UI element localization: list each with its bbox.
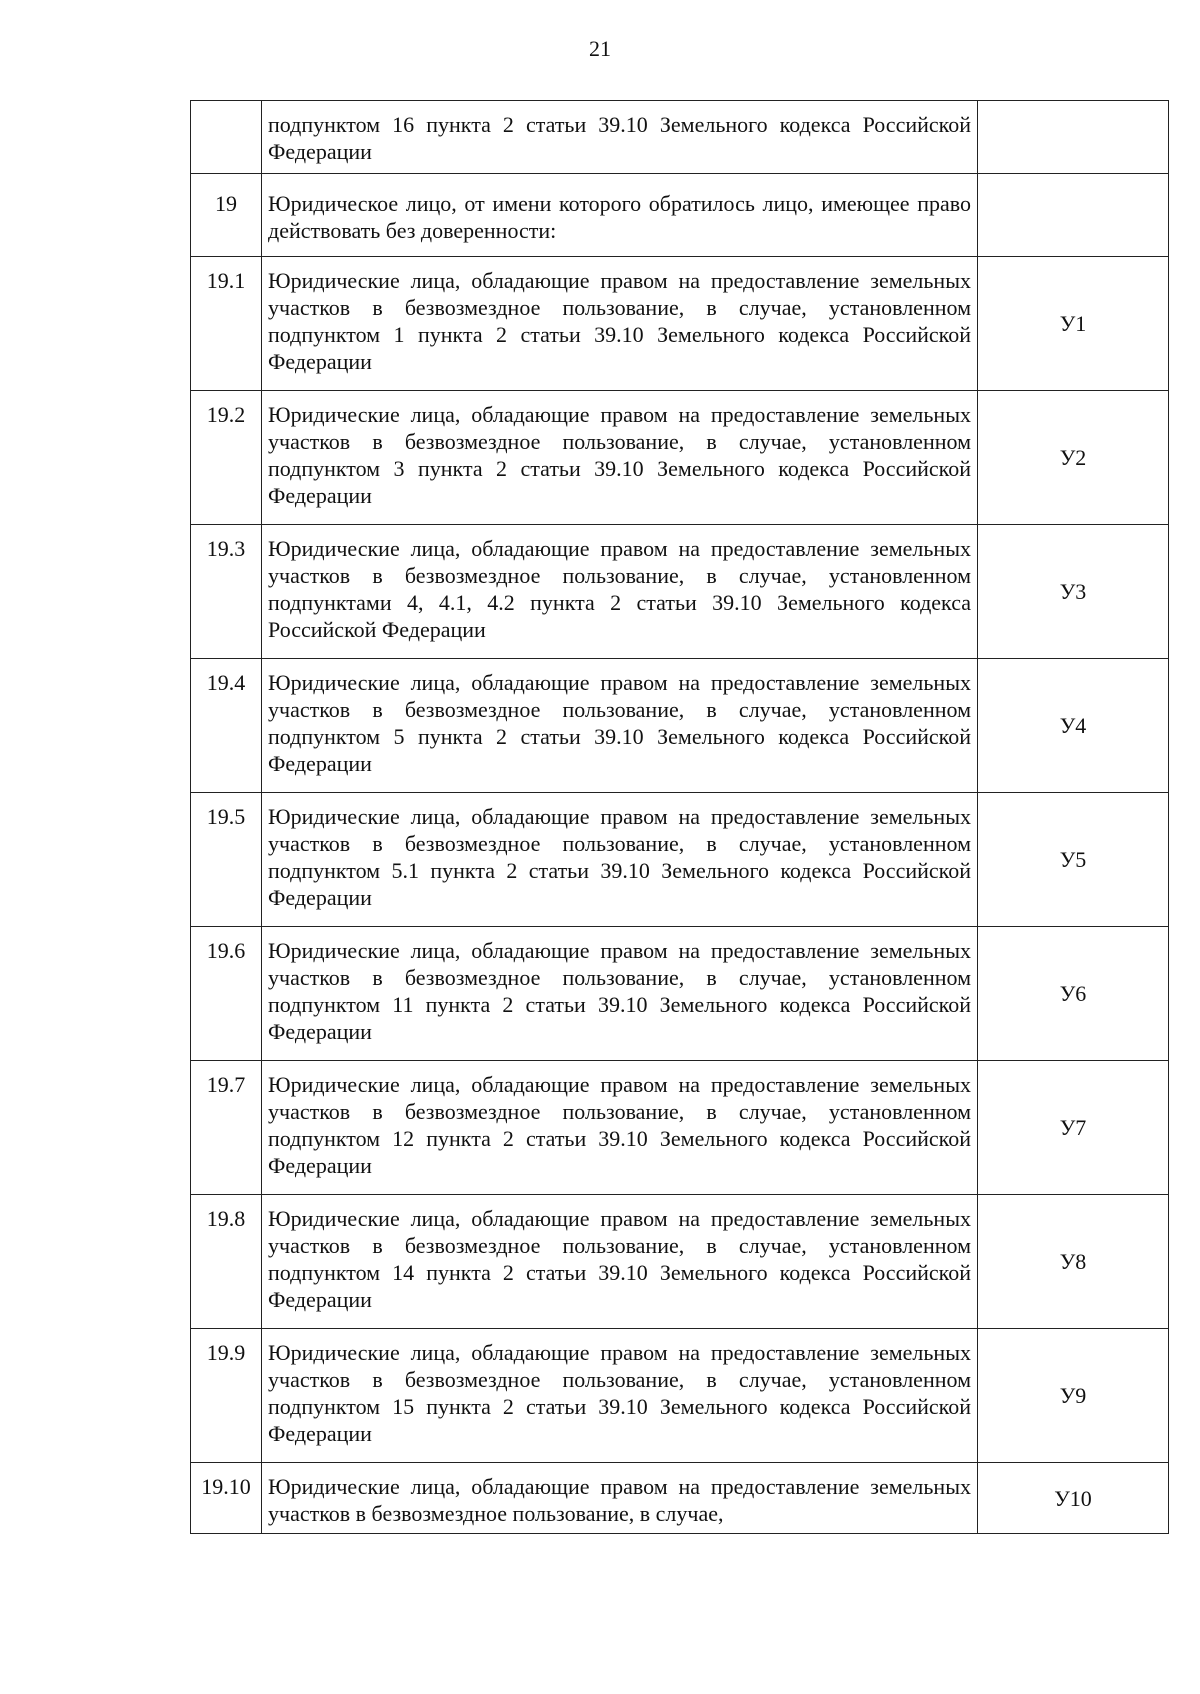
row-code <box>978 101 1169 174</box>
page-number: 21 <box>589 36 611 61</box>
row-number: 19 <box>191 174 262 257</box>
row-number: 19.9 <box>191 1329 262 1463</box>
row-number: 19.8 <box>191 1195 262 1329</box>
row-code: У7 <box>978 1061 1169 1195</box>
row-description: Юридические лица, обладающие правом на предоставление земельных участков в безвозмездное пользование, в случае, установленном подпунктом 12 пункта 2 статьи 39.10 Земельного кодекса Российской Федерации <box>262 1061 978 1195</box>
row-number: 19.6 <box>191 927 262 1061</box>
row-code: У9 <box>978 1329 1169 1463</box>
row-number: 19.1 <box>191 257 262 391</box>
row-number: 19.5 <box>191 793 262 927</box>
table-row <box>191 1195 1169 1329</box>
row-number: 19.2 <box>191 391 262 525</box>
row-code: У4 <box>978 659 1169 793</box>
row-description: Юридические лица, обладающие правом на предоставление земельных участков в безвозмездное пользование, в случае, установленном подпунктом 5.1 пункта 2 статьи 39.10 Земельного кодекса Российской Федерации <box>262 793 978 927</box>
row-code: У1 <box>978 257 1169 391</box>
table-row <box>191 659 1169 793</box>
row-description: Юридические лица, обладающие правом на предоставление земельных участков в безвозмездное пользование, в случае, установленном подпунктом 1 пункта 2 статьи 39.10 Земельного кодекса Российской Федерации <box>262 257 978 391</box>
row-description: Юридические лица, обладающие правом на предоставление земельных участков в безвозмездное пользование, в случае, установленном подпунктами 4, 4.1, 4.2 пункта 2 статьи 39.10 Земельного кодекса Российской Федерации <box>262 525 978 659</box>
row-code: У10 <box>978 1463 1169 1534</box>
table-row <box>191 1463 1169 1534</box>
row-description: Юридические лица, обладающие правом на предоставление земельных участков в безвозмездное пользование, в случае, установленном подпунктом 14 пункта 2 статьи 39.10 Земельного кодекса Российской Федерации <box>262 1195 978 1329</box>
row-number: 19.3 <box>191 525 262 659</box>
row-description: Юридические лица, обладающие правом на предоставление земельных участков в безвозмездное пользование, в случае, установленном подпунктом 11 пункта 2 статьи 39.10 Земельного кодекса Российской Федерации <box>262 927 978 1061</box>
table-row <box>191 101 1169 174</box>
row-number: 19.7 <box>191 1061 262 1195</box>
row-description: подпунктом 16 пункта 2 статьи 39.10 Земельного кодекса Российской Федерации <box>262 101 978 174</box>
table-row <box>191 927 1169 1061</box>
document-table <box>190 100 1169 1534</box>
row-description: Юридические лица, обладающие правом на предоставление земельных участков в безвозмездное пользование, в случае, <box>262 1463 978 1534</box>
row-code: У5 <box>978 793 1169 927</box>
row-description: Юридические лица, обладающие правом на предоставление земельных участков в безвозмездное пользование, в случае, установленном подпунктом 3 пункта 2 статьи 39.10 Земельного кодекса Российской Федерации <box>262 391 978 525</box>
row-code: У3 <box>978 525 1169 659</box>
row-code <box>978 174 1169 257</box>
row-description: Юридические лица, обладающие правом на предоставление земельных участков в безвозмездное пользование, в случае, установленном подпунктом 5 пункта 2 статьи 39.10 Земельного кодекса Российской Федерации <box>262 659 978 793</box>
row-number: 19.4 <box>191 659 262 793</box>
row-number <box>191 101 262 174</box>
row-description: Юридические лица, обладающие правом на предоставление земельных участков в безвозмездное пользование, в случае, установленном подпунктом 15 пункта 2 статьи 39.10 Земельного кодекса Российской Федерации <box>262 1329 978 1463</box>
row-number: 19.10 <box>191 1463 262 1534</box>
table-row <box>191 1061 1169 1195</box>
row-code: У8 <box>978 1195 1169 1329</box>
table-row <box>191 525 1169 659</box>
table-row <box>191 793 1169 927</box>
row-description: Юридическое лицо, от имени которого обратилось лицо, имеющее право действовать без доверенности: <box>262 174 978 257</box>
row-code: У6 <box>978 927 1169 1061</box>
table-row <box>191 391 1169 525</box>
row-code: У2 <box>978 391 1169 525</box>
table-row <box>191 174 1169 257</box>
table-row <box>191 1329 1169 1463</box>
table-row <box>191 257 1169 391</box>
